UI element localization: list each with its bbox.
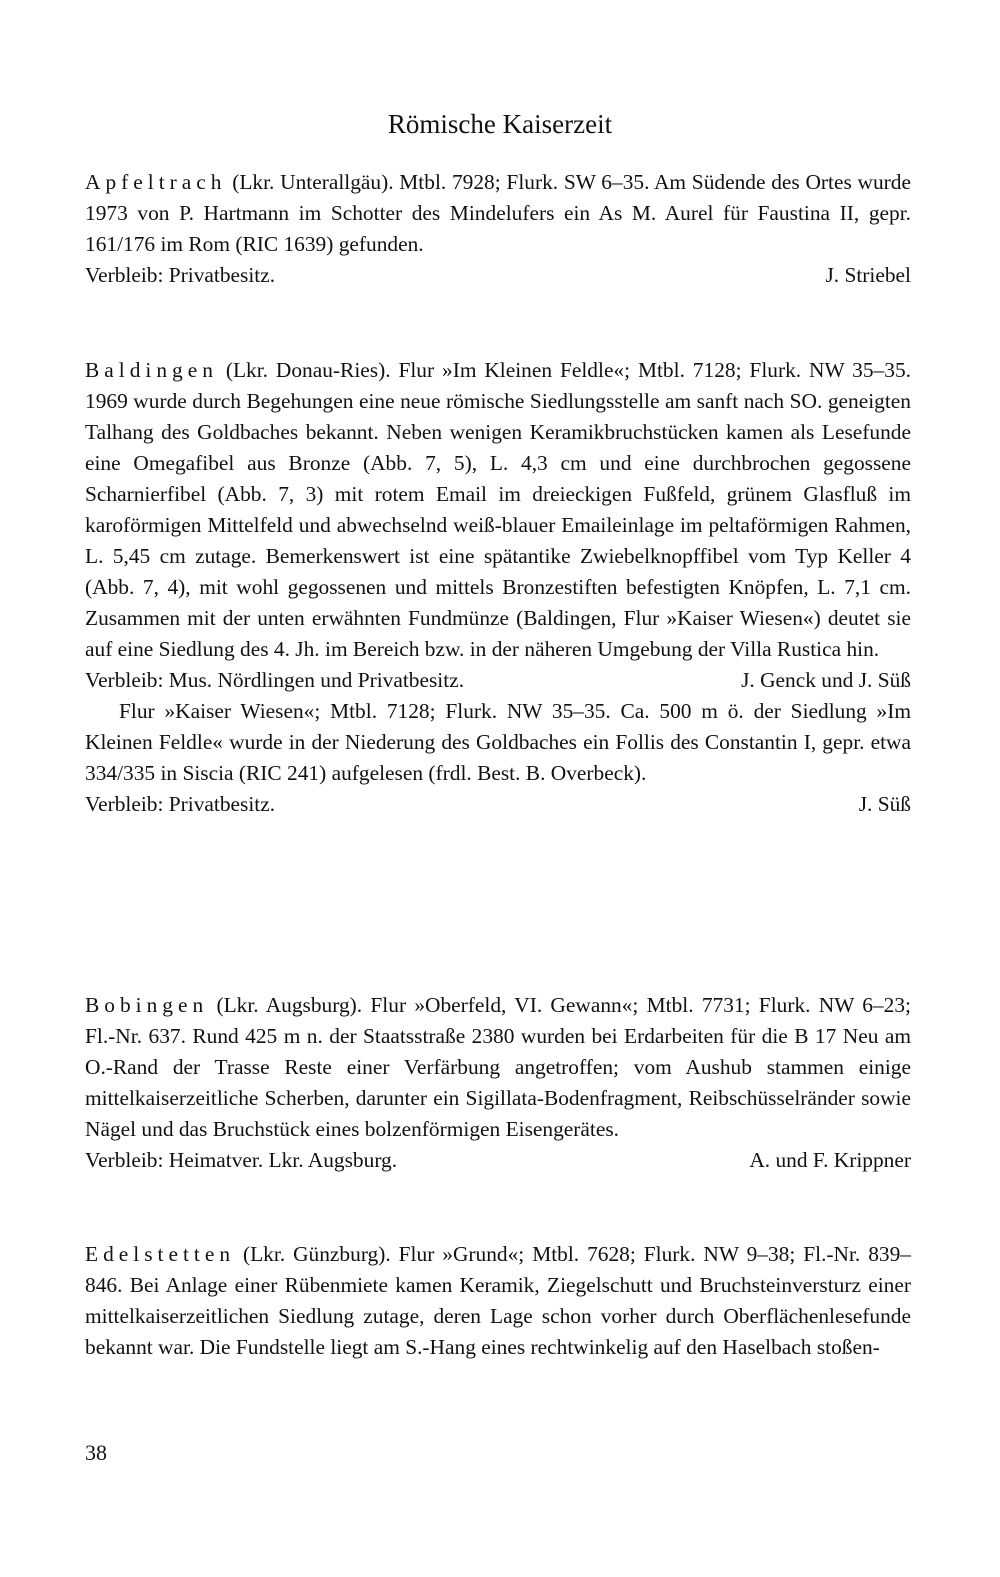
verbleib: Verbleib: Privatbesitz. xyxy=(85,263,276,287)
entry-body: (Lkr. Augsburg). Flur »Oberfeld, VI. Gewann«; Mtbl. 7731; Flurk. NW 6–23; Fl.-Nr. 637. Rund 425 m n. der Staatsstraße 2380 wurden bei Erdarbeiten für die B 17 Neu am O.-Rand der Trasse Reste einer Verfärbung angetroffen; vom Aushub stammen einige mittelkaiserzeitliche Scherben, darunter ein Sigillata-Bodenfragment, Reibschüsselränder sowie Nägel und das Bruchstück eines bolzenförmigen Eisengerätes. xyxy=(85,993,911,1141)
place-name: Edelstetten xyxy=(85,1242,236,1266)
entry-meta xyxy=(85,260,911,291)
entry-edelstetten xyxy=(85,1239,911,1363)
place-name: Apfeltrach xyxy=(85,170,227,194)
page-number: 38 xyxy=(85,1440,107,1465)
entry-meta xyxy=(85,665,911,696)
sub-entry-text: Flur »Kaiser Wiesen«; Mtbl. 7128; Flurk. NW 35–35. Ca. 500 m ö. der Siedlung »Im Kleinen Feldle« wurde in der Niederung des Goldbaches ein Follis des Constantin I, gepr. etwa 334/335 in Siscia (RIC 241) aufgelesen (frdl. Best. B. Overbeck). xyxy=(85,699,911,785)
section-heading: Römische Kaiserzeit xyxy=(387,109,613,139)
entry-text xyxy=(85,355,911,665)
author: J. Süß xyxy=(858,792,911,816)
verbleib: Verbleib: Privatbesitz. xyxy=(85,792,276,816)
entry-bobingen xyxy=(85,990,911,1176)
entry-body: (Lkr. Günzburg). Flur »Grund«; Mtbl. 7628; Flurk. NW 9–38; Fl.-Nr. 839–846. Bei Anlage einer Rübenmiete kamen Keramik, Ziegelschutt und Bruchsteinversturz einer mittelkaiserzeitlichen Siedlung zutage, deren Lage schon vorher durch Oberflächenlesefunde bekannt war. Die Fundstelle liegt am S.-Hang eines rechtwinkelig auf den Haselbach stoßen- xyxy=(85,1242,911,1359)
entry-text xyxy=(85,1239,911,1363)
entry-baldingen xyxy=(85,355,911,820)
entry-body: (Lkr. Unterallgäu). Mtbl. 7928; Flurk. SW 6–35. Am Südende des Ortes wurde 1973 von P. Hartmann im Schotter des Mindelufers ein As M. Aurel für Faustina II, gepr. 161/176 im Rom (RIC 1639) gefunden. xyxy=(85,170,911,256)
author: J. Striebel xyxy=(825,263,911,287)
sub-entry-meta xyxy=(85,789,911,820)
entry-apfeltrach xyxy=(85,167,911,291)
verbleib: Verbleib: Mus. Nördlingen und Privatbesitz. xyxy=(85,668,465,692)
entry-body: (Lkr. Donau-Ries). Flur »Im Kleinen Feldle«; Mtbl. 7128; Flurk. NW 35–35. 1969 wurde durch Begehungen eine neue römische Siedlungsstelle am sanft nach SO. geneigten Talhang des Goldbaches bekannt. Neben wenigen Keramikbruchstücken kamen als Lesefunde eine Omegafibel aus Bronze (Abb. 7, 5), L. 4,3 cm und eine durchbrochen gegossene Scharnierfibel (Abb. 7, 3) mit rotem Email im dreieckigen Fußfeld, grünem Glasfluß im karoförmigen Mittelfeld und abwechselnd weiß-blauer Emaileinlage im peltaförmigen Rahmen, L. 5,45 cm zutage. Bemerkenswert ist eine spätantike Zwiebelknopffibel vom Typ Keller 4 (Abb. 7, 4), mit wohl gegossenen und mittels Bronzestiften befestigten Knöpfen, L. 7,1 cm. Zusammen mit der unten erwähnten Fundmünze (Baldingen, Flur »Kaiser Wiesen«) deutet sie auf eine Siedlung des 4. Jh. im Bereich bzw. in der näheren Umgebung der Villa Rustica hin. xyxy=(85,358,911,661)
entry-text xyxy=(85,167,911,260)
entry-text xyxy=(85,990,911,1145)
entry-meta xyxy=(85,1145,911,1176)
place-name: Baldingen xyxy=(85,358,218,382)
verbleib: Verbleib: Heimatver. Lkr. Augsburg. xyxy=(85,1148,398,1172)
place-name: Bobingen xyxy=(85,993,209,1017)
author: J. Genck und J. Süß xyxy=(741,668,911,692)
author: A. und F. Krippner xyxy=(749,1148,911,1172)
